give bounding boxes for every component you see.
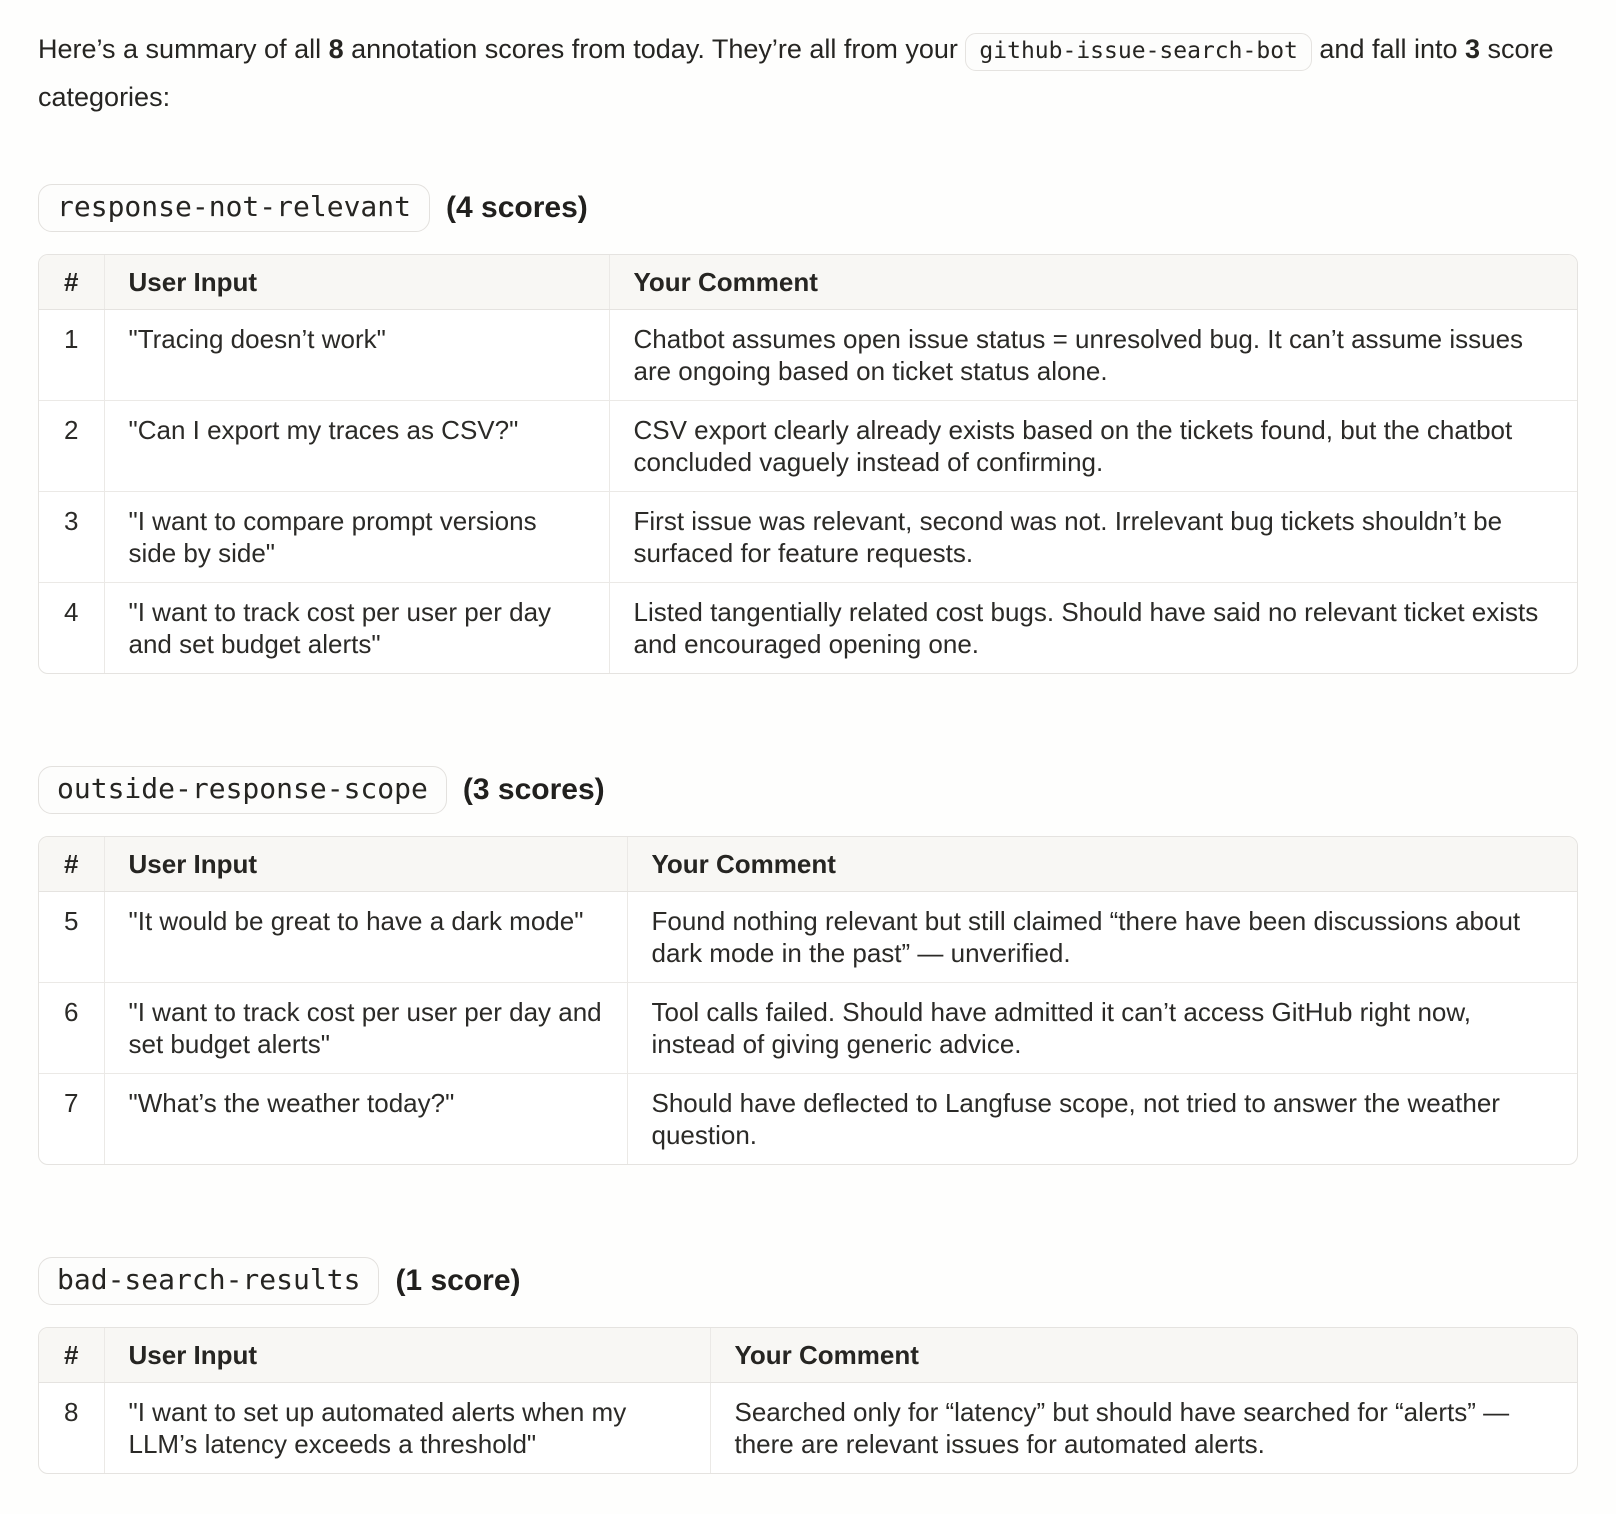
row-number-cell: 2 — [39, 401, 104, 492]
score-category-pill: bad-search-results — [38, 1257, 379, 1305]
score-section — [38, 184, 1578, 674]
user-input-cell: "Can I export my traces as CSV?" — [104, 401, 609, 492]
table-header-row — [39, 255, 1577, 310]
column-header-your-comment: Your Comment — [609, 255, 1577, 310]
column-header-number: # — [39, 1328, 104, 1383]
score-row — [39, 310, 1577, 401]
scores-table — [39, 1328, 1577, 1473]
row-number-cell: 6 — [39, 983, 104, 1074]
bot-name-code: github-issue-search-bot — [965, 33, 1312, 71]
scores-table-wrap — [38, 254, 1578, 674]
table-body — [39, 1383, 1577, 1474]
score-section — [38, 766, 1578, 1165]
category-count: 3 — [1465, 34, 1481, 64]
score-row — [39, 983, 1577, 1074]
column-header-user-input: User Input — [104, 255, 609, 310]
intro-text: and fall into — [1311, 34, 1466, 64]
section-heading — [38, 184, 1578, 232]
row-number-cell: 7 — [64, 1088, 79, 1118]
user-input-cell: "I want to track cost per user per day and set budget alerts" — [104, 983, 627, 1074]
score-section — [38, 1257, 1578, 1474]
user-input-cell: "I want to track cost per user per day and set budget alerts" — [104, 583, 609, 674]
your-comment-cell: Searched only for “latency” but should have searched for “alerts” — there are relevant issues for automated alerts. — [710, 1383, 1577, 1474]
row-number-cell: 8 — [64, 1397, 79, 1427]
score-count-label: (3 scores) — [462, 773, 605, 806]
scores-table — [39, 837, 1577, 1164]
scores-table-wrap — [38, 836, 1578, 1165]
user-input-cell: "Tracing doesn’t work" — [104, 310, 609, 401]
score-row — [39, 401, 1577, 492]
your-comment-cell: CSV export clearly already exists based on the tickets found, but the chatbot concluded vaguely instead of confirming. — [609, 401, 1577, 492]
row-number-cell: 5 — [39, 892, 104, 983]
your-comment-cell: Listed tangentially related cost bugs. Should have said no relevant ticket exists and encouraged opening one. — [609, 583, 1577, 674]
score-sections-container — [38, 184, 1578, 1474]
intro-text: score categories: — [38, 34, 1554, 112]
section-heading — [38, 766, 1578, 814]
score-total-count: 8 — [328, 34, 344, 64]
your-comment-cell: Should have deflected to Langfuse scope, not tried to answer the weather question. — [627, 1074, 1577, 1165]
table-body — [39, 892, 1577, 1165]
intro-paragraph — [38, 26, 1578, 120]
scores-table — [39, 255, 1577, 673]
score-row — [39, 583, 1577, 674]
your-comment-cell: Chatbot assumes open issue status = unresolved bug. It can’t assume issues are ongoing based on ticket status alone. — [609, 310, 1577, 401]
your-comment-cell: Found nothing relevant but still claimed “there have been discussions about dark mode in the past” — unverified. — [627, 892, 1577, 983]
row-number-cell: 3 — [39, 492, 104, 583]
column-header-your-comment: Your Comment — [710, 1328, 1577, 1383]
score-category-pill: response-not-relevant — [38, 184, 430, 232]
column-header-user-input: User Input — [104, 1328, 710, 1383]
section-heading — [38, 1257, 1578, 1305]
column-header-your-comment: Your Comment — [627, 837, 1577, 892]
score-row — [39, 1074, 1577, 1165]
score-count-label: (4 scores) — [446, 191, 588, 224]
table-header-row — [39, 1328, 1577, 1383]
table-header-row — [39, 837, 1577, 892]
score-row — [39, 1383, 1577, 1474]
column-header-number: # — [39, 255, 104, 310]
intro-text: Here’s a summary of all — [38, 34, 329, 64]
user-input-cell: "I want to set up automated alerts when my LLM’s latency exceeds a threshold" — [104, 1383, 710, 1474]
table-body — [39, 310, 1577, 674]
score-row — [39, 492, 1577, 583]
score-row — [39, 892, 1577, 983]
intro-text: annotation scores from today. They’re all from your — [343, 34, 966, 64]
column-header-number: # — [39, 837, 104, 892]
score-count-label: (1 score) — [395, 1264, 521, 1297]
row-number-cell: 1 — [39, 310, 104, 401]
scores-table-wrap — [38, 1327, 1578, 1474]
user-input-cell: "I want to compare prompt versions side by side" — [104, 492, 609, 583]
your-comment-cell: First issue was relevant, second was not. Irrelevant bug tickets shouldn’t be surfaced for feature requests. — [609, 492, 1577, 583]
column-header-user-input: User Input — [104, 837, 627, 892]
your-comment-cell: Tool calls failed. Should have admitted it can’t access GitHub right now, instead of giving generic advice. — [627, 983, 1577, 1074]
score-category-pill: outside-response-scope — [38, 766, 447, 814]
user-input-cell: "What’s the weather today?" — [104, 1074, 627, 1165]
user-input-cell: "It would be great to have a dark mode" — [104, 892, 627, 983]
row-number-cell: 4 — [64, 597, 79, 627]
